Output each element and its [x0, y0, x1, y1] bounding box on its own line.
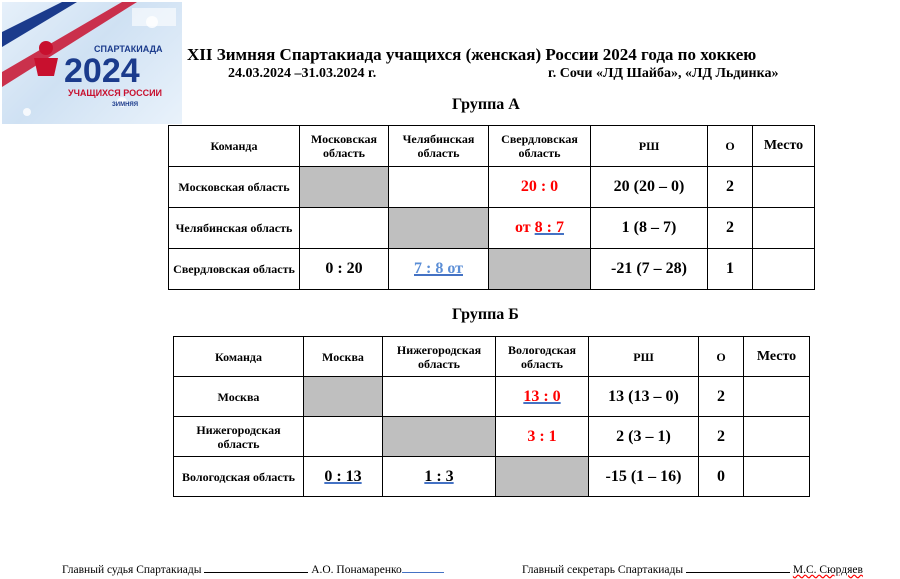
header-points: О	[708, 126, 753, 167]
goal-diff: 2 (3 – 1)	[589, 417, 699, 457]
group-a-table	[168, 125, 815, 290]
place	[753, 249, 815, 290]
logo-text-top: СПАРТАКИАДА	[94, 44, 163, 54]
goal-diff: 20 (20 – 0)	[591, 167, 708, 208]
self-cell	[300, 167, 389, 208]
goal-diff: 13 (13 – 0)	[589, 377, 699, 417]
score-cell	[383, 377, 496, 417]
goal-diff: 1 (8 – 7)	[591, 208, 708, 249]
secretary-signature	[522, 562, 863, 576]
logo-graphic	[2, 2, 182, 124]
place	[744, 417, 810, 457]
table-row	[174, 457, 810, 497]
table-row	[169, 208, 815, 249]
self-cell	[304, 377, 383, 417]
score-cell	[304, 457, 383, 497]
place	[744, 377, 810, 417]
spartakiad-logo	[2, 2, 182, 124]
document-title: XII Зимняя Спартакиада учащихся (женская) России 2024 года по хоккею	[187, 45, 757, 64]
score-value: 0 : 13	[324, 467, 362, 485]
header-col2: Челябинская область	[389, 126, 489, 167]
table-row	[169, 249, 815, 290]
score-value: 1 : 3	[424, 467, 454, 485]
team-name: Московская область	[169, 167, 300, 208]
header-rsh: РШ	[589, 337, 699, 377]
header-team: Команда	[169, 126, 300, 167]
signature-line	[686, 562, 790, 573]
score-cell: 20 : 0	[489, 167, 591, 208]
place	[753, 167, 815, 208]
signature-line	[204, 562, 308, 573]
score-cell: 0 : 20	[300, 249, 389, 290]
secretary-name: М.С. Сюрдяев	[792, 564, 863, 576]
table-row	[174, 417, 810, 457]
self-cell	[489, 249, 591, 290]
group-b-table	[173, 336, 810, 497]
table-row	[174, 377, 810, 417]
judge-signature	[62, 562, 444, 576]
score-cell	[304, 417, 383, 457]
points: 2	[699, 377, 744, 417]
header-col1: Москва	[304, 337, 383, 377]
score-cell: 3 : 1	[496, 417, 589, 457]
score-cell	[389, 167, 489, 208]
score-value: 13 : 0	[523, 387, 561, 405]
place	[744, 457, 810, 497]
points: 2	[708, 167, 753, 208]
tournament-dates: 24.03.2024 –31.03.2024 г.	[228, 66, 377, 81]
tournament-venue: г. Сочи «ЛД Шайба», «ЛД Льдинка»	[548, 66, 779, 81]
self-cell	[496, 457, 589, 497]
header-col2: Нижегородская область	[383, 337, 496, 377]
self-cell	[389, 208, 489, 249]
score-cell	[496, 377, 589, 417]
score-cell	[300, 208, 389, 249]
goal-diff: -21 (7 – 28)	[591, 249, 708, 290]
team-name: Вологодская область	[174, 457, 304, 497]
score-cell	[383, 457, 496, 497]
header-place: Место	[753, 126, 815, 167]
score-value: 7 : 8 от	[414, 260, 463, 277]
score-cell	[489, 208, 591, 249]
header-col3: Свердловская область	[489, 126, 591, 167]
team-name: Челябинская область	[169, 208, 300, 249]
goal-diff: -15 (1 – 16)	[589, 457, 699, 497]
logo-text-bottom: УЧАЩИХСЯ РОССИИ	[68, 88, 163, 98]
header-points: О	[699, 337, 744, 377]
logo-text-small: ЗИМНЯЯ	[112, 102, 139, 108]
secretary-label: Главный секретарь Спартакиады	[522, 564, 684, 576]
score-cell	[389, 249, 489, 290]
place	[753, 208, 815, 249]
header-rsh: РШ	[591, 126, 708, 167]
score-value: 8 : 7	[534, 219, 564, 236]
signature-line	[402, 562, 444, 573]
table-header-row	[174, 337, 810, 377]
points: 1	[708, 249, 753, 290]
table-row	[169, 167, 815, 208]
overtime-prefix: от	[515, 219, 535, 236]
header-team: Команда	[174, 337, 304, 377]
table-header-row	[169, 126, 815, 167]
team-name: Свердловская область	[169, 249, 300, 290]
judge-name: А.О. Понамаренко	[311, 564, 402, 576]
group-a-title: Группа А	[452, 96, 520, 113]
team-name: Москва	[174, 377, 304, 417]
self-cell	[383, 417, 496, 457]
points: 2	[708, 208, 753, 249]
team-name: Нижегородская область	[174, 417, 304, 457]
judge-label: Главный судья Спартакиады	[62, 564, 202, 576]
logo-text-year: 2024	[64, 52, 140, 90]
points: 0	[699, 457, 744, 497]
header-place: Место	[744, 337, 810, 377]
points: 2	[699, 417, 744, 457]
header-col1: Московская область	[300, 126, 389, 167]
header-col3: Вологодская область	[496, 337, 589, 377]
group-b-title: Группа Б	[452, 306, 519, 323]
